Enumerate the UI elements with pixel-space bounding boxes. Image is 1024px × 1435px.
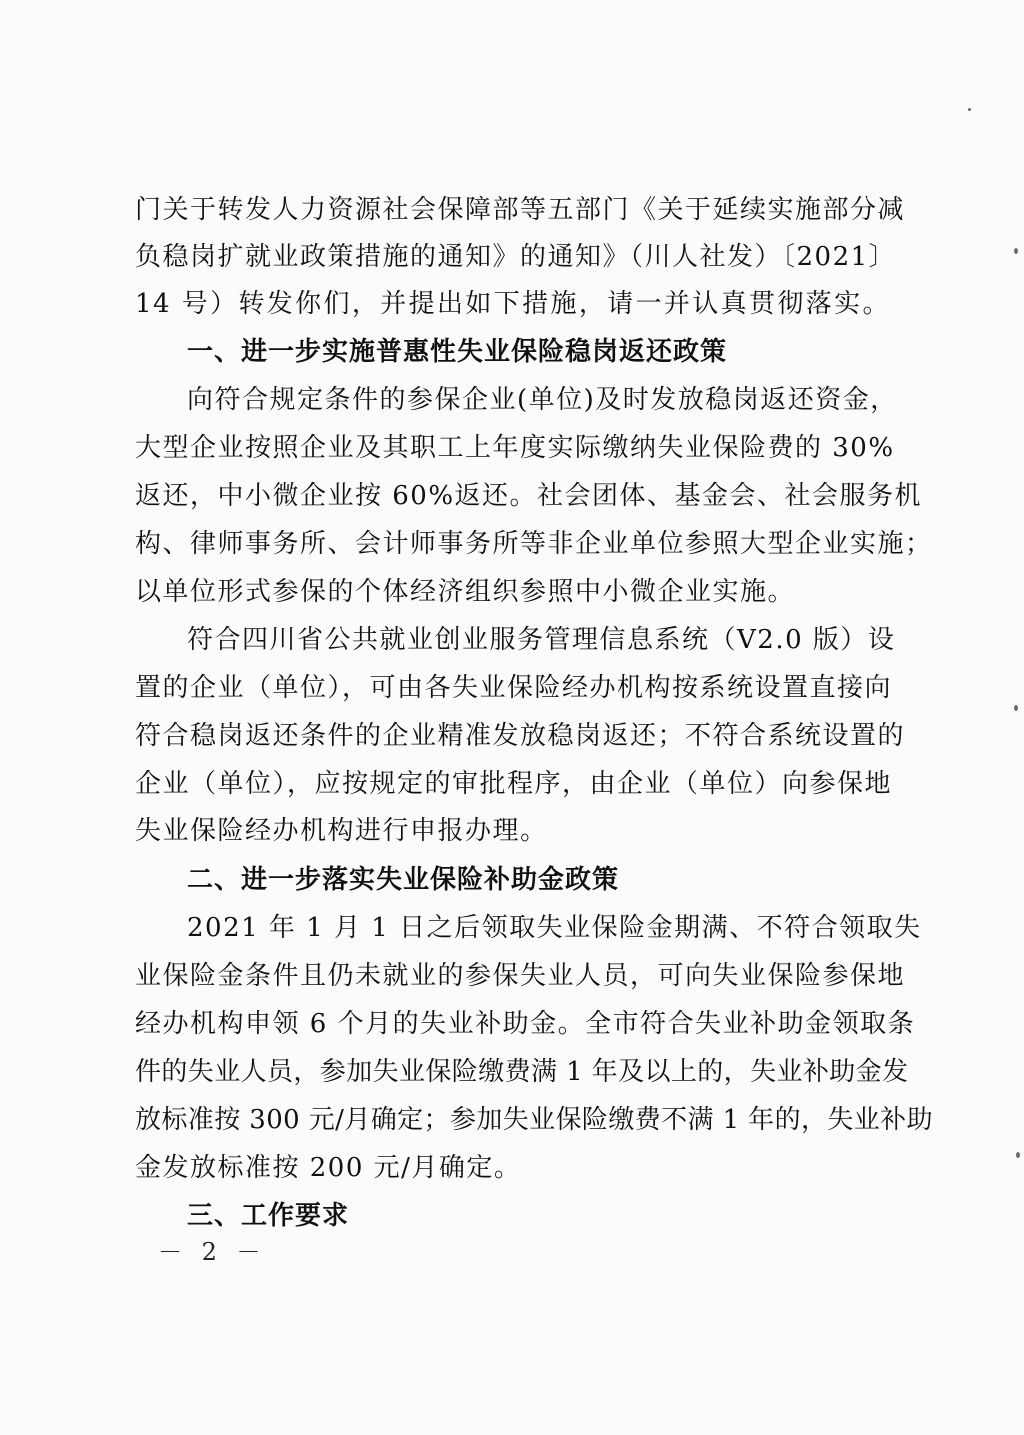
scan-speck [968,108,971,111]
scan-speck [1016,1152,1020,1158]
body-line: 符合四川省公共就业创业服务管理信息系统（V2.0 版）设 [187,625,896,655]
body-line: 置的企业（单位），可由各失业保险经办机构按系统设置直接向 [135,673,893,703]
body-line: 负稳岗扩就业政策措施的通知》的通知》（川人社发）〔2021〕 [135,242,897,272]
section-heading-3: 三、工作要求 [187,1201,350,1231]
body-line: 件的失业人员，参加失业保险缴费满 1 年及以上的，失业补助金发 [135,1057,909,1087]
body-line: 返还，中小微企业按 60%返还。社会团体、基金会、社会服务机 [135,481,923,511]
body-line: 失业保险经办机构进行申报办理。 [135,816,548,846]
body-line: 业保险金条件且仍未就业的参保失业人员，可向失业保险参保地 [135,961,906,991]
body-line: 向符合规定条件的参保企业(单位)及时发放稳岗返还资金， [187,385,898,415]
body-line: 符合稳岗返还条件的企业精准发放稳岗返还；不符合系统设置的 [135,721,906,751]
body-line: 以单位形式参保的个体经济组织参照中小微企业实施。 [135,577,796,607]
body-line: 放标准按 300 元/月确定；参加失业保险缴费不满 1 年的，失业补助 [135,1105,933,1135]
page-number: － 2 － [158,1238,267,1266]
section-heading-1: 一、进一步实施普惠性失业保险稳岗返还政策 [187,337,728,367]
body-line: 金发放标准按 200 元/月确定。 [135,1153,522,1183]
body-line: 2021 年 1 月 1 日之后领取失业保险金期满、不符合领取失 [187,913,922,943]
body-line: 企业（单位），应按规定的审批程序，由企业（单位）向参保地 [135,769,893,799]
body-line: 门关于转发人力资源社会保障部等五部门《关于延续实施部分减 [135,195,906,225]
body-line: 大型企业按照企业及其职工上年度实际缴纳失业保险费的 30% [135,433,895,463]
body-line: 经办机构申领 6 个月的失业补助金。全市符合失业补助金领取条 [135,1009,916,1039]
scan-speck [1014,705,1018,711]
scan-speck [1014,248,1018,254]
body-line: 14 号）转发你们，并提出如下措施，请一并认真贯彻落实。 [135,289,890,319]
section-heading-2: 二、进一步落实失业保险补助金政策 [187,865,620,895]
body-line: 构、律师事务所、会计师事务所等非企业单位参照大型企业实施； [135,529,933,559]
